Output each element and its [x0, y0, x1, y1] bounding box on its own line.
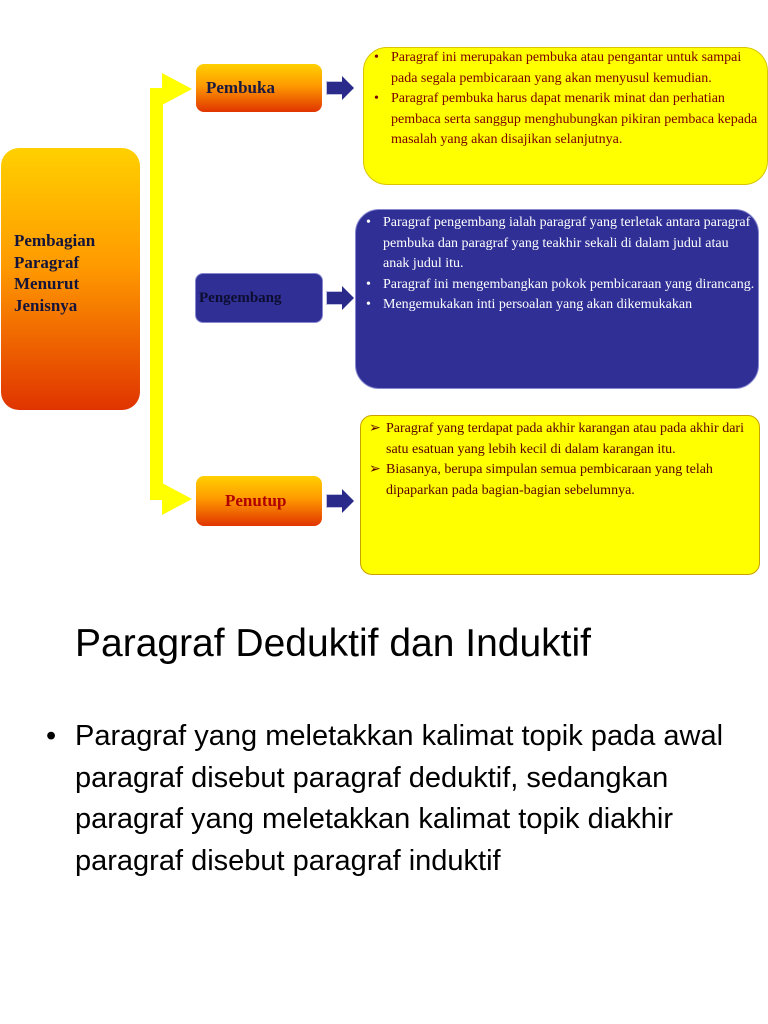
list-item: • Paragraf ini mengembangkan pokok pembicaraan yang dirancang.	[366, 276, 755, 292]
root-node	[1, 148, 140, 410]
connector-arrow-pembuka	[162, 73, 192, 105]
branch-pembuka	[196, 64, 322, 112]
list-item: ➢ Paragraf yang terdapat pada akhir karangan atau pada akhir dari satu esatuan yang lebih kecil di dalam karangan itu.	[369, 421, 744, 457]
branch-label: Penutup	[225, 491, 287, 510]
root-line: Jenisnya	[14, 295, 78, 315]
list-item: • Paragraf pembuka harus dapat menarik minat dan perhatian pembaca serta sanggup menghubungkan pikiran pembaca kepada masalah yang akan disajikan selanjutnya.	[374, 91, 758, 147]
connector-vertical-bar	[150, 88, 163, 500]
arrow-right-icon	[326, 286, 354, 310]
root-line: Paragraf	[14, 252, 80, 272]
branch-label: Pembuka	[206, 78, 275, 97]
description-penutup	[360, 415, 760, 575]
list-item: • Paragraf pengembang ialah paragraf yang terletak antara paragraf pembuka dan paragraf yang teakhir sekali di dalam judul atau anak judul itu.	[366, 215, 751, 271]
connector-arrow-penutup	[162, 483, 192, 515]
bullet-paragraph: Paragraf yang meletakkan kalimat topik pada awal paragraf disebut paragraf deduktif, sedangkan paragraf yang meletakkan kalimat topik diakhir paragraf disebut paragraf induktif	[75, 720, 724, 877]
branch-pengembang	[195, 273, 323, 323]
arrow-right-icon	[326, 489, 354, 513]
root-line: Menurut	[14, 274, 80, 293]
list-item: • Paragraf ini merupakan pembuka atau pengantar untuk sampai pada segala pembicaraan yang akan menyusul kemudian.	[374, 50, 742, 86]
slide-bullet-text	[46, 716, 736, 882]
page-title: Paragraf Deduktif dan Induktif	[75, 622, 591, 665]
root-line: Pembagian	[14, 231, 96, 250]
branch-penutup	[196, 476, 322, 526]
description-pembuka	[363, 47, 768, 185]
description-pengembang	[355, 209, 759, 389]
arrow-right-icon	[326, 76, 354, 100]
branch-label: Pengembang	[199, 289, 282, 306]
bullet-marker: •	[46, 720, 57, 752]
list-item: • Mengemukakan inti persoalan yang akan dikemukakan	[366, 297, 693, 312]
list-item: ➢ Biasanya, berupa simpulan semua pembicaraan yang telah dipaparkan pada bagian-bagian sebelumnya.	[369, 462, 713, 498]
